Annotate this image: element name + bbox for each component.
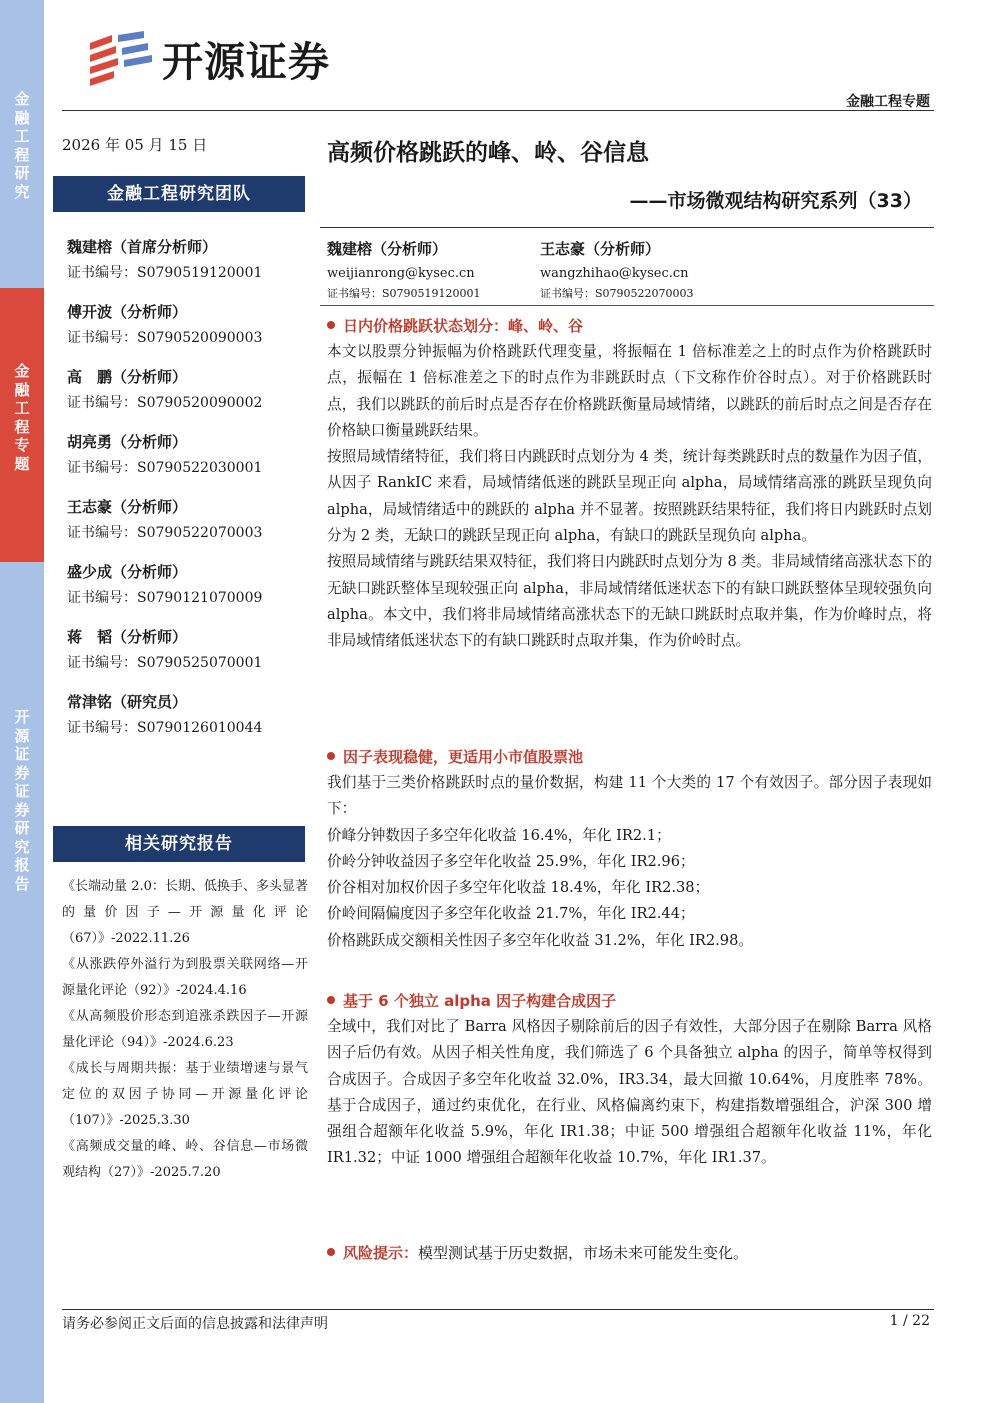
section-heading-text: 日内价格跳跃状态划分：峰、岭、谷 [343,317,584,335]
team-member [67,561,262,609]
related-report-link[interactable]: 《从涨跌停外溢行为到股票关联网络—开源量化评论（92）》-2024.4.16 [62,957,308,998]
brand-name: 开源证券 [162,37,330,86]
author-name: 王志豪（分析师） [540,240,661,258]
author-card [540,238,694,302]
team-member-cert: 证书编号：S0790522070003 [67,525,263,541]
author-cert: 证书编号：S0790522070003 [540,287,694,300]
footer-disclaimer: 请务必参阅正文后面的信息披露和法律声明 [62,1316,328,1332]
report-subtitle: ——市场微观结构研究系列（33） [629,190,922,212]
bullet-icon [327,321,335,329]
team-member [67,626,262,674]
section-jump-states [327,313,932,655]
paragraph: 按照局域情绪特征，我们将日内跳跃时点划分为 4 类，统计每类跳跃时点的数量作为因子值，从因子 RankIC 来看，局域情绪低迷的跳跃呈现正向 alpha，局域情绪高涨的跳跃呈现负向 alpha，局域情绪适中的跳跃的 alpha 并不显著。按照跳跃结果特征，我们将日内跳跃时点划分为 2 类，无缺口的跳跃呈现正向 alpha，有缺口的跳跃呈现负向 alpha。 [327,448,932,545]
related-report-link[interactable]: 《成长与周期共振：基于业绩增速与景气定位的双因子协同—开源量化评论（107）》-2025.3.30 [62,1061,308,1128]
author-cert: 证书编号：S0790519120001 [327,287,481,300]
author-email[interactable]: wangzhihao@kysec.cn [540,266,689,281]
paragraph: 我们基于三类价格跳跃时点的量价数据，构建 11 个大类的 17 个有效因子。部分因子表现如下： [327,774,932,818]
section-composite-factor [327,988,932,1172]
footer-divider [62,1309,934,1310]
related-report-link[interactable]: 《长端动量 2.0：长期、低换手、多头显著的量价因子—开源量化评论（67）》-2022.11.26 [62,879,308,946]
author-divider [320,305,934,306]
team-member [67,431,262,479]
bullet-icon [327,996,335,1004]
side-strip [0,0,44,1403]
section-factor-performance [327,744,932,954]
team-member-name: 王志豪（分析师） [67,498,188,516]
team-member [67,496,262,544]
team-member-name: 胡亮勇（分析师） [67,433,188,451]
related-reports-heading: 相关研究报告 [53,826,305,862]
team-member-cert: 证书编号：S0790121070009 [67,590,263,606]
related-reports-list [62,874,308,1186]
related-report-link[interactable]: 《从高频股价形态到追涨杀跌因子—开源量化评论（94）》-2024.6.23 [62,1009,308,1050]
team-member-name: 蒋 韬（分析师） [67,628,188,646]
factor-result: 价岭分钟收益因子多空年化收益 25.9%，年化 IR2.96； [327,852,695,870]
report-title: 高频价格跳跃的峰、岭、谷信息 [327,140,649,166]
team-member-name: 傅开波（分析师） [67,303,188,321]
team-member-cert: 证书编号：S0790520090002 [67,395,263,411]
side-strip-label-middle: 金融工程专题 [14,362,30,473]
related-report-link[interactable]: 《高频成交量的峰、岭、谷信息—市场微观结构（27）》-2025.7.20 [62,1139,308,1180]
paragraph: 全域中，我们对比了 Barra 风格因子剔除前后的因子有效性，大部分因子在剔除 Barra 风格因子后仍有效。从因子相关性角度，我们筛选了 6 个具备独立 alpha 的因子，简单等权得到合成因子。合成因子多空年化收益 32.0%，IR3.34，最大回撤 10.64%，月度胜率 78%。基于合成因子，通过约束优化，在行业、风格偏离约束下，构建指数增强组合，沪深 300 增强组合超额年化收益 5.9%，年化 IR1.38；中证 500 增强组合超额年化收益 11%，年化 IR1.32；中证 1000 增强组合超额年化收益 10.7%，年化 IR1.37。 [327,1018,932,1167]
team-member-name: 盛少成（分析师） [67,563,188,581]
team-member [67,691,262,739]
risk-heading: 风险提示： [343,1244,419,1262]
team-member [67,236,262,284]
author-email[interactable]: weijianrong@kysec.cn [327,266,475,281]
team-member-name: 高 鹏（分析师） [67,368,188,386]
team-heading: 金融工程研究团队 [53,176,305,212]
section-risk [327,1240,932,1266]
team-member-name: 魏建榕（首席分析师） [67,238,218,256]
paragraph: 按照局域情绪与跳跃结果双特征，我们将日内跳跃时点划分为 8 类。非局域情绪高涨状态下的无缺口跳跃整体呈现较强正向 alpha，非局域情绪低迷状态下的有缺口跳跃整体呈现较强负向 alpha。本文中，我们将非局域情绪高涨状态下的无缺口跳跃时点取并集，作为价峰时点，将非局域情绪低迷状态下的有缺口跳跃时点取并集，作为价岭时点。 [327,553,932,650]
brand-logo-icon [88,29,154,87]
bullet-icon [327,1248,335,1256]
section-heading [327,988,932,1014]
author-name: 魏建榕（分析师） [327,240,448,258]
brand-logo [88,28,330,88]
paragraph: 本文以股票分钟振幅为价格跳跃代理变量，将振幅在 1 倍标准差之上的时点作为价格跳跃时点，振幅在 1 倍标准差之下的时点作为非跳跃时点（下文称作价谷时点）。对于价格跳跃时点，我们以跳跃的前后时点是否存在价格跳跃衡量局域情绪，以跳跃的前后时点之间是否存在价格缺口衡量跳跃结果。 [327,343,932,439]
factor-result: 价峰分钟数因子多空年化收益 16.4%，年化 IR2.1； [327,826,671,844]
section-heading-text: 因子表现稳健，更适用小市值股票池 [343,748,584,766]
author-card [327,238,481,302]
header-category-tag: 金融工程专题 [846,94,930,110]
team-member-cert: 证书编号：S0790519120001 [67,265,263,281]
report-date: 2026 年 05 月 15 日 [62,136,208,154]
team-member-cert: 证书编号：S0790525070001 [67,655,263,671]
team-member-cert: 证书编号：S0790522030001 [67,460,263,476]
page-number: 1 / 22 [889,1313,930,1329]
team-member [67,301,262,349]
team-member-name: 常津铭（研究员） [67,693,188,711]
factor-result: 价谷相对加权价因子多空年化收益 18.4%，年化 IR2.38； [327,879,710,897]
risk-line [327,1240,932,1266]
bullet-icon [327,752,335,760]
section-heading-text: 基于 6 个独立 alpha 因子构建合成因子 [343,992,617,1010]
team-member-cert: 证书编号：S0790126010044 [67,720,263,736]
factor-result: 价岭间隔偏度因子多空年化收益 21.7%，年化 IR2.44； [327,905,695,923]
factor-result: 价格跳跃成交额相关性因子多空年化收益 31.2%，年化 IR2.98。 [327,931,753,949]
team-member-cert: 证书编号：S0790520090003 [67,330,263,346]
title-divider [320,227,934,228]
risk-body: 模型测试基于历史数据，市场未来可能发生变化。 [418,1244,749,1262]
header-divider [62,110,934,111]
team-member [67,366,262,414]
side-strip-label-bottom: 开源证券 证券研究报告 [14,708,30,893]
section-heading [327,313,932,339]
side-strip-label-top: 金融工程研究 [14,90,30,201]
section-heading [327,744,932,770]
